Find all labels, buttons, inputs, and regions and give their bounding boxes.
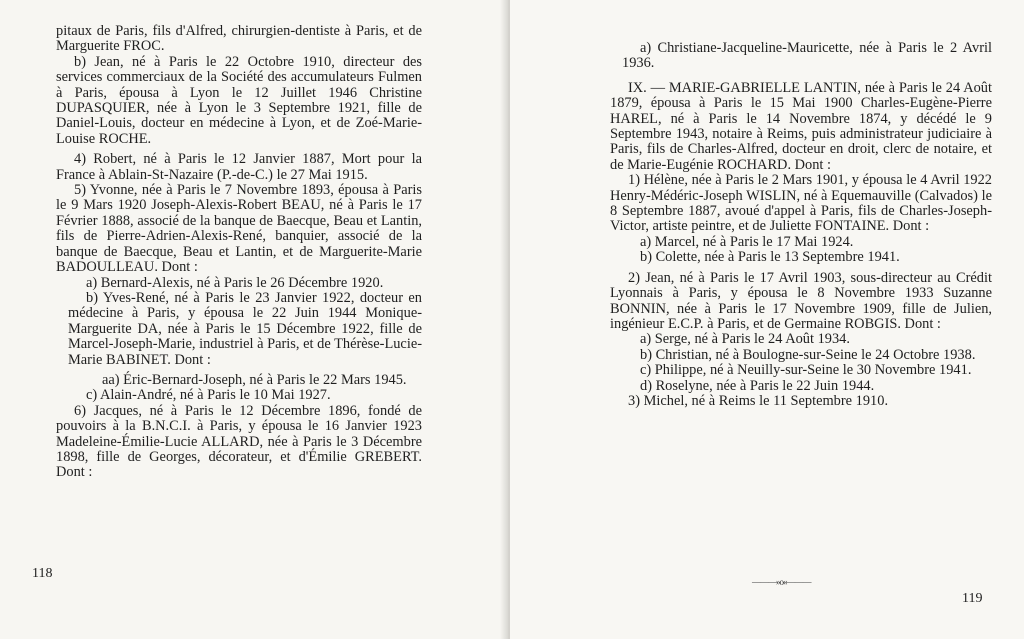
paragraph: c) Philippe, né à Neuilly-sur-Seine le 30 Novembre 1941. xyxy=(640,362,972,379)
left-page xyxy=(0,0,506,639)
paragraph: aa) Éric-Bernard-Joseph, né à Paris le 22 Mars 1945. xyxy=(102,371,407,388)
paragraph: IX. — MARIE-GABRIELLE LANTIN, née à Paris le 24 Août 1879, épousa à Paris le 15 Mai 1900 Charles-Eugène-Pierre HAREL, né à Paris le 14 Novembre 1874, y décédé le 9 Septembre 1943, notaire à Reims, puis administrateur judiciaire à Paris, fils de Charles-Alfred, docteur en droit, clerc de notaire, et de Marie-Eugénie ROCHARD. Dont : xyxy=(610,79,992,173)
paragraph: a) Marcel, né à Paris le 17 Mai 1924. xyxy=(640,233,854,250)
paragraph: b) Christian, né à Boulogne-sur-Seine le 24 Octobre 1938. xyxy=(640,346,976,363)
paragraph: 3) Michel, né à Reims le 11 Septembre 1910. xyxy=(628,392,889,409)
section-ornament: ———»o«——— xyxy=(752,577,811,587)
paragraph: c) Alain-André, né à Paris le 10 Mai 1927. xyxy=(86,387,331,404)
paragraph: 6) Jacques, né à Paris le 12 Décembre 1896, fondé de pouvoirs à la B.N.C.I. à Paris, y épousa le 16 Janvier 1923 Madeleine-Émilie-Lucie ALLARD, née à Paris le 3 Décembre 1898, fille de Georges, décorateur, et d'Émilie GREBERT. Dont : xyxy=(56,402,422,481)
right-page xyxy=(510,0,1024,639)
paragraph: b) Colette, née à Paris le 13 Septembre 1941. xyxy=(640,249,900,266)
paragraph: b) Yves-René, né à Paris le 23 Janvier 1922, docteur en médecine à Paris, y épousa le 22 Juin 1944 Monique-Marguerite DA, née à Paris le 15 Décembre 1922, fille de Marcel-Joseph-Marie, industriel à Paris, et de Thérèse-Lucie-Marie BABINET. Dont : xyxy=(68,289,422,368)
right-page-text xyxy=(610,41,992,409)
paragraph: 1) Hélène, née à Paris le 2 Mars 1901, y épousa le 4 Avril 1922 Henry-Médéric-Joseph WISLIN, né à Equemauville (Calvados) le 8 Septembre 1887, avoué d'appel à Paris, fils de Charles-Joseph-Victor, artiste peintre, et de Juliette FONTAINE. Dont : xyxy=(610,172,992,235)
page-number: 118 xyxy=(32,566,53,581)
paragraph: 4) Robert, né à Paris le 12 Janvier 1887, Mort pour la France à Ablain-St-Nazaire (P.-de-C.) le 27 Mai 1915. xyxy=(56,151,422,183)
paragraph: a) Serge, né à Paris le 24 Août 1934. xyxy=(640,331,850,348)
paragraph: a) Christiane-Jacqueline-Mauricette, née à Paris le 2 Avril 1936. xyxy=(622,40,992,72)
page-number: 119 xyxy=(962,591,983,606)
paragraph: d) Roselyne, née à Paris le 22 Juin 1944. xyxy=(640,377,875,394)
paragraph: 2) Jean, né à Paris le 17 Avril 1903, sous-directeur au Crédit Lyonnais à Paris, y épousa le 8 Novembre 1933 Suzanne BONNIN, née à Paris le 17 Novembre 1909, fille de Julien, ingénieur E.C.P. à Paris, et de Germaine ROBGIS. Dont : xyxy=(610,269,992,332)
paragraph: pitaux de Paris, fils d'Alfred, chirurgien-dentiste à Paris, et de Marguerite FROC. xyxy=(56,23,422,55)
left-page-text xyxy=(56,24,422,481)
paragraph: 5) Yvonne, née à Paris le 7 Novembre 1893, épousa à Paris le 9 Mars 1920 Joseph-Alexis-Robert BEAU, né à Paris le 17 Février 1888, associé de la banque de Baecque, Beau et Lantin, fils de Pierre-Adrien-Alexis-René, banquier, associé de la banque de Baecque, Beau et Lantin, et de Marguerite-Marie BADOULLEAU. Dont : xyxy=(56,182,422,276)
paragraph: a) Bernard-Alexis, né à Paris le 26 Décembre 1920. xyxy=(86,274,384,291)
paragraph: b) Jean, né à Paris le 22 Octobre 1910, directeur des services commerciaux de la Société des accumulateurs Fulmen à Paris, épousa à Lyon le 12 Juillet 1946 Christine DUPASQUIER, née à Lyon le 3 Septembre 1921, fille de Daniel-Louis, docteur en médecine à Lyon, et de Zoé-Marie-Louise ROCHE. xyxy=(56,53,422,147)
